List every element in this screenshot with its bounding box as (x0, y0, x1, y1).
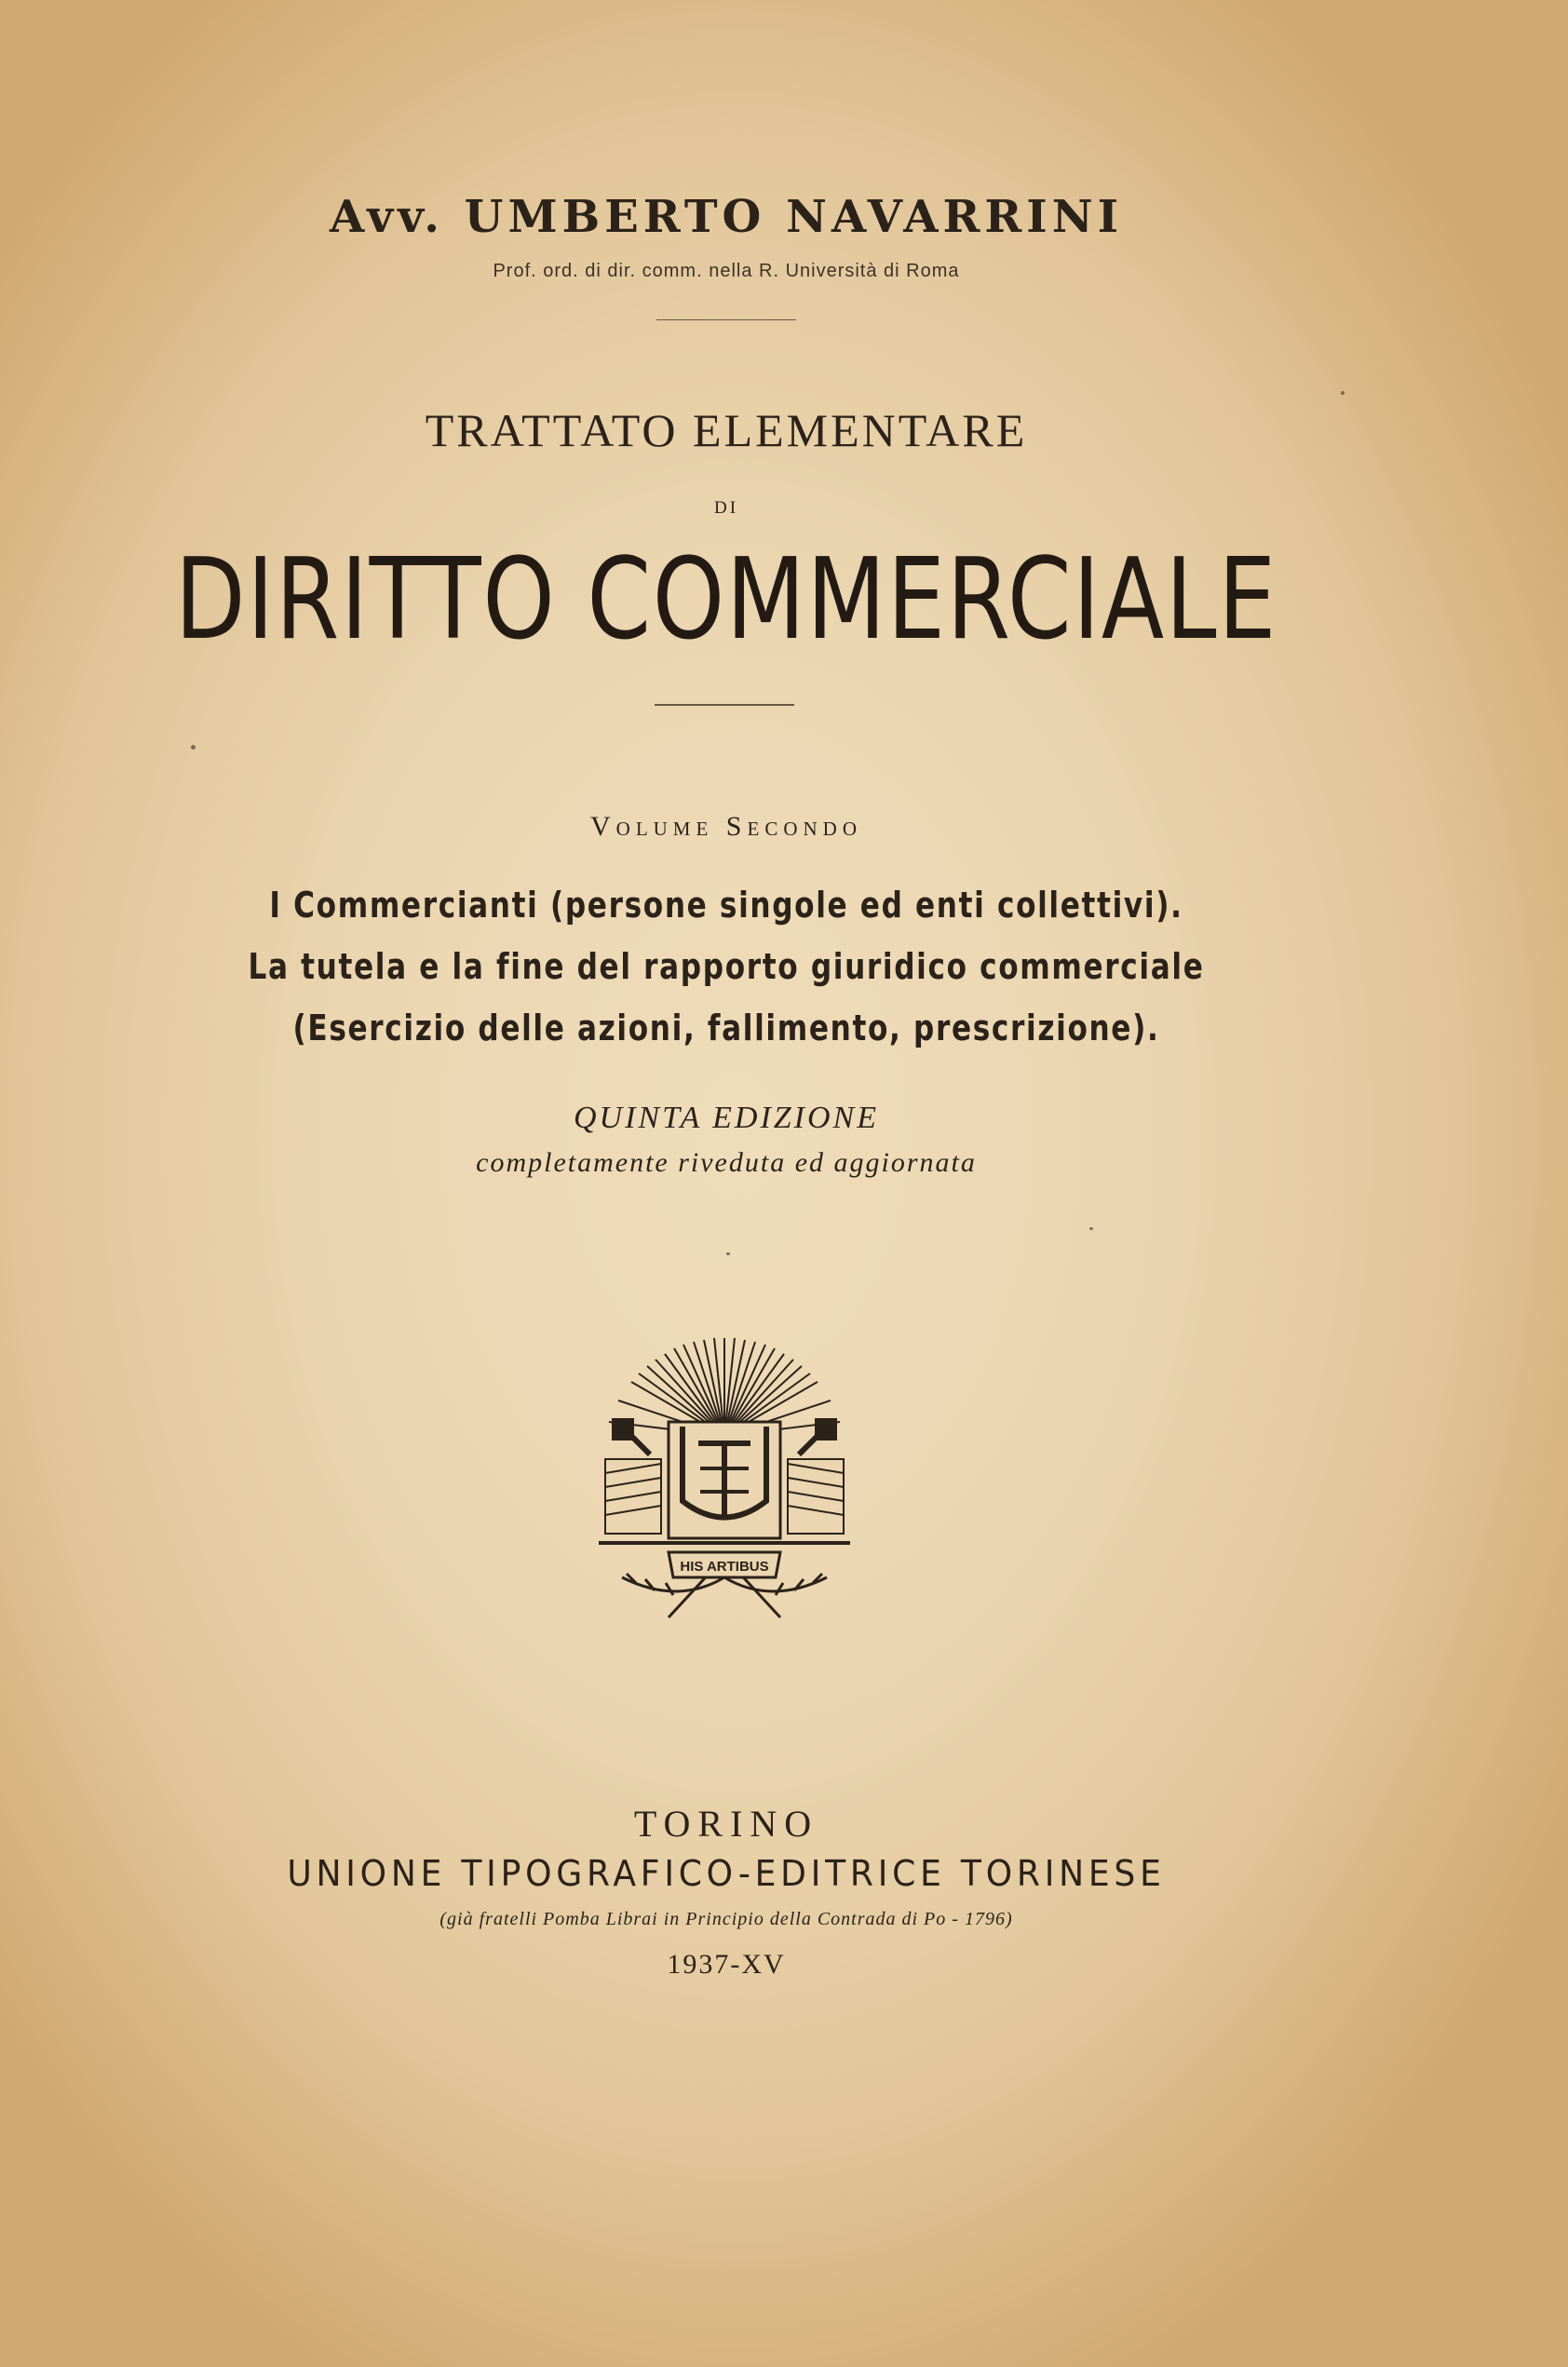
imprint-publisher: UNIONE TIPOGRAFICO-EDITRICE TORINESE (287, 1853, 1166, 1894)
emblem-motto: HIS ARTIBUS (680, 1559, 769, 1575)
author-affiliation: Prof. ord. di dir. comm. nella R. Università di Roma (493, 261, 960, 281)
imprint-year: 1937-XV (667, 1949, 786, 1980)
imprint-publisher-note: (già fratelli Pomba Librai in Principio della Contrada di Po - 1796) (439, 1909, 1013, 1929)
subtitle-line: (Esercizio delle azioni, fallimento, prescrizione). (292, 1008, 1160, 1048)
paper-speck (726, 1252, 730, 1255)
divider-rule (655, 704, 794, 706)
paper-speck (191, 745, 196, 750)
main-title: DIRITTO COMMERCIALE (174, 535, 1278, 665)
paper-speck (1341, 391, 1345, 395)
volume-label: Volume Secondo (589, 811, 862, 842)
title-connector: DI (713, 498, 739, 518)
publisher-emblem-icon (585, 1333, 864, 1631)
subtitle-line: La tutela e la fine del rapporto giuridico commerciale (248, 946, 1205, 987)
paper-speck (1089, 1227, 1093, 1230)
edition-note: completamente riveduta ed aggiornata (476, 1147, 977, 1178)
title-line: TRATTATO ELEMENTARE (425, 404, 1028, 456)
imprint-city: TORINO (633, 1803, 819, 1845)
subtitle-line: I Commercianti (persone singole ed enti collettivi). (269, 885, 1183, 926)
edition-label: QUINTA EDIZIONE (573, 1101, 880, 1135)
author-name: Avv. UMBERTO NAVARRINI (329, 191, 1124, 243)
divider-rule (656, 319, 796, 320)
